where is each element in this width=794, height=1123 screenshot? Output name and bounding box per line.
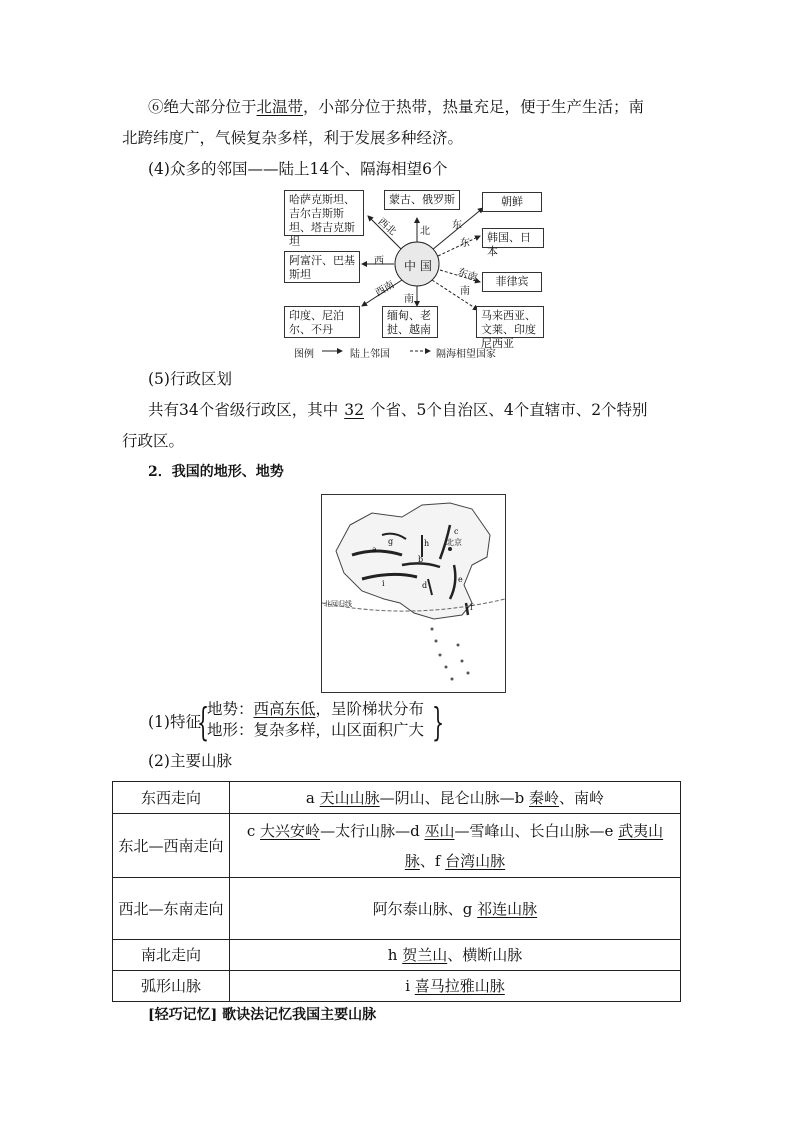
direction-cell: 南北走向 [113, 940, 230, 971]
admin-heading: (5)行政区划 [148, 370, 232, 388]
answer-underline: 台湾山脉 [445, 851, 506, 870]
features-label: (1)特征 [148, 713, 201, 731]
dir-east-2: 东 [460, 238, 470, 249]
mountains-cell [230, 971, 681, 1002]
map-letter-e: e [458, 575, 463, 584]
box-northwest: 哈萨克斯坦、吉尔吉斯斯坦、塔吉克斯坦 [284, 190, 364, 236]
text: 、南岭 [559, 788, 605, 807]
map-letter-c: c [454, 527, 459, 536]
right-brace: } [432, 700, 445, 744]
arrow-east-sea [438, 236, 480, 256]
text: 地势： [207, 700, 254, 718]
neighbors-heading: (4)众多的邻国——陆上14个、隔海相望6个 [148, 160, 448, 178]
section-2-heading: 2．我国的地形、地势 [148, 464, 284, 480]
map-letter-d: d [422, 581, 428, 590]
table-row [113, 814, 681, 878]
dir-southwest: 西南 [373, 279, 397, 299]
text: 个省、5个自治区、4个直辖市、2个特别 [369, 401, 648, 419]
para-line-1 [148, 95, 644, 119]
left-brace: { [197, 700, 210, 744]
direction-cell: 东北—西南走向 [113, 814, 230, 878]
table-row [113, 782, 681, 814]
text: ，呈阶梯状分布 [315, 700, 425, 718]
direction-cell: 弧形山脉 [113, 971, 230, 1002]
text: 复杂多样，山区面积广大 [253, 721, 425, 739]
map-letter-a: a [372, 545, 377, 554]
text: a [305, 788, 320, 807]
mountains-cell [230, 940, 681, 971]
text: 阿尔泰山脉、g [372, 899, 478, 918]
text: h [387, 946, 403, 964]
dir-northwest: 西北 [375, 216, 398, 238]
direction-cell: 西北—东南走向 [113, 878, 230, 940]
answer-underline: 巫山 [424, 821, 455, 840]
china-outline [336, 503, 490, 619]
dir-east: 东 [452, 220, 462, 231]
answer-underline: 喜马拉雅山脉 [414, 977, 505, 995]
box-north: 蒙古、俄罗斯 [384, 190, 460, 210]
text: —雪峰山、长白山脉—e [454, 821, 619, 840]
box-east: 韩国、日本 [482, 228, 544, 248]
terrain-map [321, 494, 506, 693]
text: —阴山、昆仑山脉—b [379, 788, 530, 807]
dir-southeast: 东南 [456, 266, 479, 284]
dir-south: 南 [404, 294, 414, 305]
answer-underline: 西高东低 [253, 700, 316, 718]
admin-line-1 [148, 398, 648, 422]
beijing-label: 北京 [446, 538, 462, 547]
box-southeast: 菲律宾 [482, 272, 542, 292]
answer-underline: 秦岭 [529, 788, 560, 807]
text: i [405, 977, 415, 995]
dir-north: 北 [420, 226, 430, 237]
neighbors-diagram [280, 188, 550, 360]
box-west: 阿富汗、巴基斯坦 [284, 251, 360, 283]
table-row [113, 940, 681, 971]
mountains-table [112, 781, 681, 1002]
direction-cell: 东西走向 [113, 782, 230, 814]
answer-underline: 天山山脉 [319, 788, 380, 807]
text: —太行山脉—d [320, 821, 425, 840]
answer-underline: 贺兰山 [402, 946, 448, 964]
dir-southeast-2: 南 [460, 286, 470, 297]
south-sea-islands [431, 628, 470, 681]
map-letter-g: g [388, 537, 394, 546]
arrow-southeast-bottom [432, 280, 478, 310]
answer-underline: 武夷山脉 [404, 821, 664, 870]
box-southwest: 印度、尼泊尔、不丹 [284, 306, 360, 338]
box-south: 缅甸、老挝、越南 [382, 306, 438, 338]
answer-underline: 32 [344, 401, 364, 419]
china-map-drawing [322, 495, 505, 692]
features-landform [207, 720, 424, 740]
map-letter-f: f [470, 603, 473, 612]
mountains-cell [230, 782, 681, 814]
mountains-heading: (2)主要山脉 [148, 752, 232, 770]
features-terrain-trend [207, 699, 424, 719]
answer-underline: 大兴安岭 [260, 821, 321, 840]
text: 共有34个省级行政区，其中 [148, 401, 339, 419]
box-east-top: 朝鲜 [482, 192, 542, 212]
text: ⑥绝大部分位于 [148, 98, 257, 116]
legend-label: 图例 [294, 349, 314, 360]
map-letter-b: b [418, 555, 424, 564]
table-row [113, 971, 681, 1002]
text: ，小部分位于热带，热量充足，便于生产生活；南 [303, 98, 645, 116]
para-line-2: 北跨纬度广，气候复杂多样，利于发展多种经济。 [122, 129, 464, 147]
map-letter-h: h [424, 539, 430, 548]
legend-sea: 隔海相望国家 [436, 349, 496, 360]
memory-tip: [轻巧记忆] 歌诀法记忆我国主要山脉 [148, 1007, 377, 1023]
admin-line-2: 行政区。 [122, 432, 185, 450]
text: 地形： [207, 721, 254, 739]
text: 、f [419, 851, 446, 870]
mountains-cell [230, 878, 681, 940]
map-letter-i: i [382, 579, 385, 588]
china-label: 中 国 [404, 259, 432, 273]
box-southeast-bottom: 马来西亚、文莱、印度尼西亚 [476, 306, 544, 338]
text: 、横断山脉 [447, 946, 523, 964]
mountains-cell [230, 814, 681, 878]
answer-underline: 祁连山脉 [477, 899, 538, 918]
table-row [113, 878, 681, 940]
legend-land: 陆上邻国 [350, 349, 390, 360]
tropic-label: 北回归线 [324, 600, 352, 608]
answer-underline: 北温带 [256, 98, 304, 116]
text: c [246, 821, 261, 840]
dir-west: 西 [374, 256, 384, 267]
